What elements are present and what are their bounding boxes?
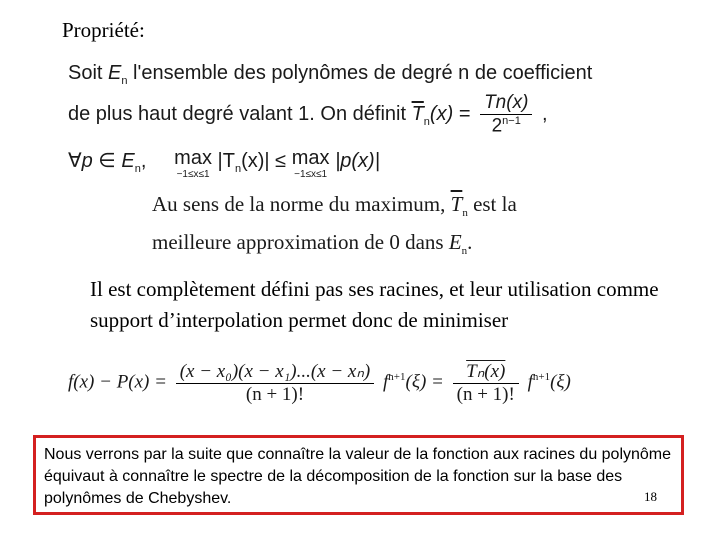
definition-line-2 [68,92,548,137]
slide-title: Propriété: [62,18,145,42]
line1-suffix: l'ensemble des polynômes de degré n de coefficient [127,62,593,84]
formula-fraction-1 [176,360,375,406]
line2-prefix: de plus haut degré valant 1. On définit [68,102,412,125]
norm-t-sub: n [462,207,468,220]
leq-sign: ≤ [275,150,287,172]
roots-paragraph: Il est complètement défini pas ses racines, et leur utilisation comme support d’interpolation permet donc de minimiser [90,277,659,332]
tn-abs: |T [217,150,235,172]
approx-line [152,230,472,257]
tn-abs-end: (x)| [241,150,270,172]
t-bar-sub: n [423,115,430,128]
set-E: E [108,62,122,84]
norm-line [152,192,517,219]
forall-p: ∀p ∈ E [68,150,135,172]
tn-abs-sub: n [234,163,242,175]
definition-fraction [480,92,532,137]
max-left [174,148,212,180]
page-number: 18 [644,489,657,504]
equals-sign: = [458,102,471,125]
formula-num-1: (x − x₀)(x − x₁)...(x − xₙ) [176,360,375,384]
p-abs: |p(x)| [335,150,380,172]
norm-end: est la [467,192,517,216]
norm-t: $\overline{T}$ [450,192,463,216]
formula-exp1: n+1 [388,371,406,384]
line3-comma: , [140,150,147,172]
max-left-label: max [174,147,212,169]
formula-den-1: (n + 1)! [245,384,305,405]
formula-f1: f [383,371,389,393]
max-right [292,148,330,180]
max-left-limit: −1≤x≤1 [176,169,210,180]
formula-xi1: (ξ) = [405,371,444,393]
t-bar: $\overline{T}$ [411,102,424,125]
approx-E: E [448,230,462,254]
max-right-label: max [291,147,330,169]
line1-prefix: Soit [68,62,109,84]
set-E-sub: n [121,75,128,87]
definition-line-1 [68,62,592,87]
formula-lhs: f(x) − P(x) = [68,371,167,393]
formula-f2: f [527,371,533,393]
fraction-denominator [480,115,532,137]
formula-exp2: n+1 [532,371,551,384]
formula-fraction-2 [453,360,519,406]
formula-num-2: Tₙ(x) [453,360,519,384]
error-formula [68,360,571,406]
t-bar-arg: (x) [429,102,454,125]
formula-xi2: (ξ) [550,371,571,393]
norm-text: Au sens de la norme du maximum, [152,192,451,216]
forall-sub: n [134,163,141,175]
inequality-line [68,148,380,180]
approx-E-sub: n [461,245,468,258]
denominator-exponent: n−1 [502,115,521,127]
fraction-numerator: Tn(x) [480,92,532,115]
formula-den-2: (n + 1)! [456,384,515,405]
max-right-limit: −1≤x≤1 [294,169,328,180]
approx-text: meilleure approximation de 0 dans [152,230,449,254]
denominator-base: 2 [491,115,503,137]
note-text: Nous verrons par la suite que connaître la valeur de la fonction aux racines du polynôme équivaut à connaître le spectre de la décomposition de la fonction sur la base des polynômes de Chebyshev. [44,446,672,507]
note-box [33,435,684,515]
line2-comma: , [541,102,548,125]
approx-end: . [467,230,473,254]
